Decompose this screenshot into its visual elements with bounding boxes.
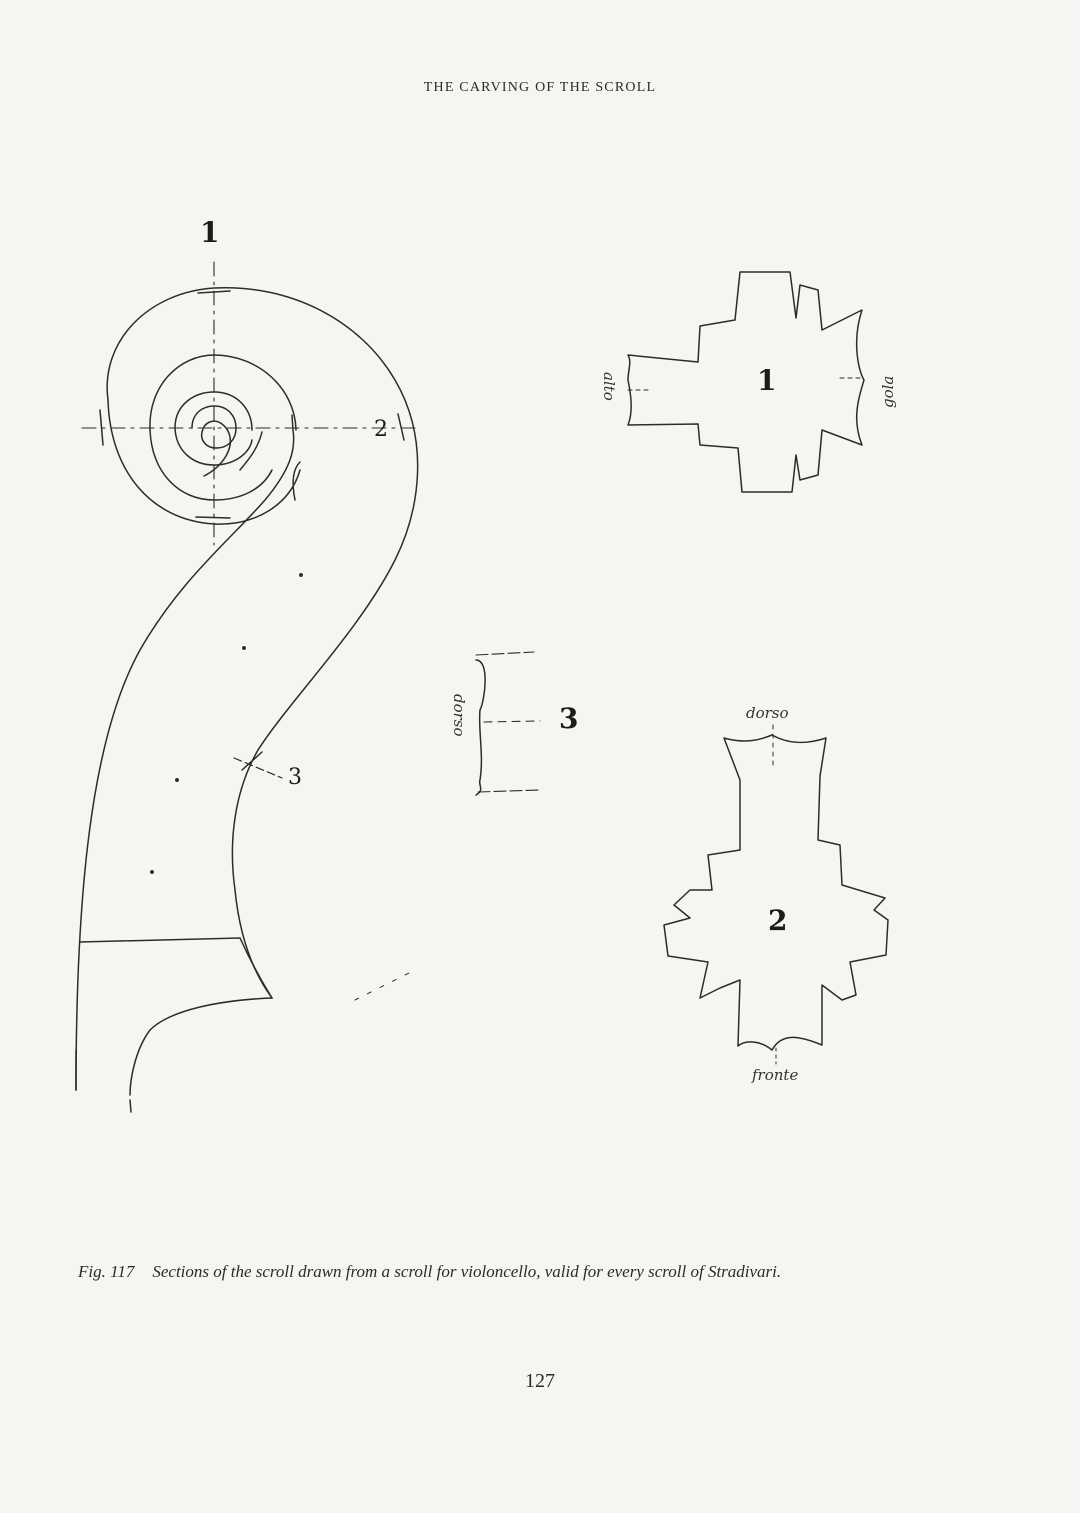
section-1-outline [628,272,864,492]
section-2-label-fronte: fronte [752,1066,799,1084]
section-1-label-gola: gola [879,375,897,408]
page-number: 127 [525,1370,555,1392]
section-3-number: 3 [559,702,579,735]
section-mark-1: 1 [200,216,220,249]
caption-text: Sections of the scroll drawn from a scroll for violoncello, valid for every scroll of Stradivari. [152,1262,782,1281]
section-2-number: 2 [768,904,788,937]
section-3-outline [476,652,540,795]
section-mark-2: 2 [374,417,388,442]
section-1-number: 1 [757,364,777,397]
section-mark-3: 3 [288,765,302,790]
section-2-label-dorso: dorso [746,704,789,722]
section-1-label-alto: alto [600,372,618,401]
figure-caption [78,1262,1008,1282]
running-title: THE CARVING OF THE SCROLL [423,80,657,95]
section-2-outline [664,725,888,1064]
scroll-side-view [76,262,418,1112]
figure-number: Fig. 117 [78,1262,135,1281]
section-3-label-dorso: dorso [450,694,468,737]
